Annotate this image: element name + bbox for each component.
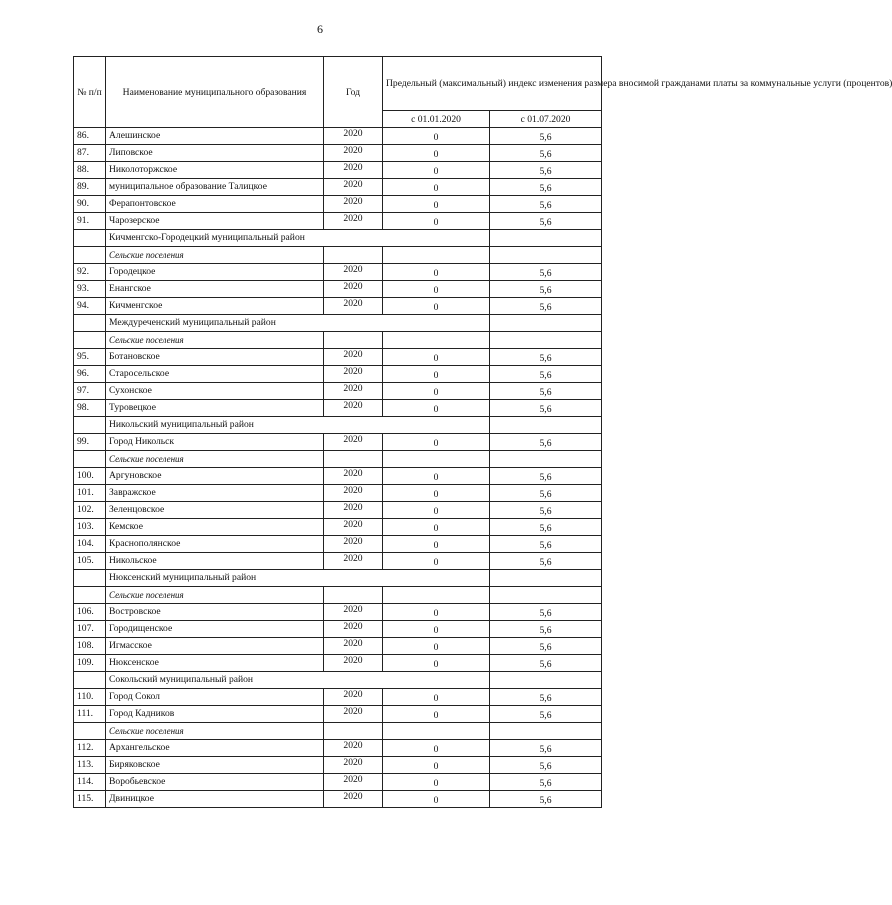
table-row <box>74 774 602 791</box>
row-value-jul: 5,6 <box>490 349 602 366</box>
table-row <box>74 179 602 196</box>
row-year: 2020 <box>324 553 383 570</box>
row-year: 2020 <box>324 179 383 196</box>
row-number: 103. <box>74 519 106 536</box>
row-value-jul: 5,6 <box>490 145 602 162</box>
district-title: Нюксенский муниципальный район <box>106 570 490 587</box>
row-value-jan: 0 <box>383 791 490 808</box>
table-row <box>74 145 602 162</box>
row-value-jan: 0 <box>383 383 490 400</box>
row-value-jan: 0 <box>383 400 490 417</box>
row-value-jan: 0 <box>383 264 490 281</box>
row-name: Алешинское <box>106 128 324 145</box>
row-value-jul: 5,6 <box>490 383 602 400</box>
empty-cell <box>490 723 602 740</box>
table-row <box>74 298 602 315</box>
row-year: 2020 <box>324 791 383 808</box>
row-value-jan: 0 <box>383 196 490 213</box>
row-number: 94. <box>74 298 106 315</box>
table-row <box>74 706 602 723</box>
empty-cell <box>490 451 602 468</box>
row-value-jul: 5,6 <box>490 689 602 706</box>
row-value-jul: 5,6 <box>490 791 602 808</box>
row-number: 96. <box>74 366 106 383</box>
row-name: Сухонское <box>106 383 324 400</box>
row-name: Никольское <box>106 553 324 570</box>
settlements-subtitle: Сельские поселения <box>106 332 324 349</box>
row-year: 2020 <box>324 145 383 162</box>
table-row <box>74 281 602 298</box>
row-number: 89. <box>74 179 106 196</box>
district-title: Никольский муниципальный район <box>106 417 490 434</box>
table-row <box>74 383 602 400</box>
row-number <box>74 451 106 468</box>
empty-cell <box>490 570 602 587</box>
district-title: Сокольский муниципальный район <box>106 672 490 689</box>
table-row <box>74 264 602 281</box>
district-row <box>74 315 602 332</box>
row-year: 2020 <box>324 196 383 213</box>
row-value-jan: 0 <box>383 519 490 536</box>
row-number: 104. <box>74 536 106 553</box>
row-name: Кичменгское <box>106 298 324 315</box>
settlements-row <box>74 587 602 604</box>
row-value-jul: 5,6 <box>490 604 602 621</box>
row-value-jan: 0 <box>383 179 490 196</box>
row-number: 111. <box>74 706 106 723</box>
table-row <box>74 553 602 570</box>
row-value-jan: 0 <box>383 604 490 621</box>
row-number: 112. <box>74 740 106 757</box>
row-number: 109. <box>74 655 106 672</box>
row-value-jan: 0 <box>383 468 490 485</box>
row-number <box>74 570 106 587</box>
row-name: Биряковское <box>106 757 324 774</box>
row-value-jan: 0 <box>383 536 490 553</box>
row-year: 2020 <box>324 468 383 485</box>
settlements-row <box>74 332 602 349</box>
table-row <box>74 366 602 383</box>
row-year: 2020 <box>324 604 383 621</box>
row-number: 106. <box>74 604 106 621</box>
row-value-jan: 0 <box>383 162 490 179</box>
row-value-jul: 5,6 <box>490 536 602 553</box>
district-row <box>74 570 602 587</box>
row-value-jul: 5,6 <box>490 774 602 791</box>
row-name: Николоторжское <box>106 162 324 179</box>
row-number: 101. <box>74 485 106 502</box>
row-name: Завражское <box>106 485 324 502</box>
row-value-jan: 0 <box>383 366 490 383</box>
row-year: 2020 <box>324 655 383 672</box>
row-name: Ферапонтовское <box>106 196 324 213</box>
row-number: 113. <box>74 757 106 774</box>
row-value-jan: 0 <box>383 145 490 162</box>
settlements-subtitle: Сельские поселения <box>106 587 324 604</box>
row-number <box>74 723 106 740</box>
settlements-subtitle: Сельские поселения <box>106 723 324 740</box>
settlements-row <box>74 723 602 740</box>
row-value-jan: 0 <box>383 757 490 774</box>
row-year: 2020 <box>324 621 383 638</box>
row-number: 115. <box>74 791 106 808</box>
header-num: № п/п <box>74 57 106 128</box>
row-number: 91. <box>74 213 106 230</box>
row-value-jul: 5,6 <box>490 264 602 281</box>
row-value-jan: 0 <box>383 706 490 723</box>
row-value-jan: 0 <box>383 434 490 451</box>
table-row <box>74 638 602 655</box>
row-name: Ботановское <box>106 349 324 366</box>
empty-cell <box>324 451 383 468</box>
row-name: Чарозерское <box>106 213 324 230</box>
empty-cell <box>324 723 383 740</box>
row-value-jul: 5,6 <box>490 400 602 417</box>
row-number <box>74 332 106 349</box>
row-value-jan: 0 <box>383 638 490 655</box>
row-number: 107. <box>74 621 106 638</box>
row-value-jan: 0 <box>383 281 490 298</box>
row-number: 105. <box>74 553 106 570</box>
empty-cell <box>324 247 383 264</box>
row-value-jan: 0 <box>383 689 490 706</box>
row-name: Двиницкое <box>106 791 324 808</box>
row-name: Архангельское <box>106 740 324 757</box>
header-index: Предельный (максимальный) индекс изменения размера вносимой гражданами платы за коммунальные услуги (процентов) <box>383 57 602 111</box>
row-year: 2020 <box>324 281 383 298</box>
row-year: 2020 <box>324 349 383 366</box>
header-year: Год <box>324 57 383 128</box>
empty-cell <box>383 332 490 349</box>
row-year: 2020 <box>324 485 383 502</box>
row-number: 95. <box>74 349 106 366</box>
table-row <box>74 128 602 145</box>
row-value-jul: 5,6 <box>490 706 602 723</box>
table-row <box>74 196 602 213</box>
table-row <box>74 434 602 451</box>
row-year: 2020 <box>324 774 383 791</box>
row-value-jul: 5,6 <box>490 655 602 672</box>
row-value-jul: 5,6 <box>490 519 602 536</box>
row-number <box>74 230 106 247</box>
row-year: 2020 <box>324 757 383 774</box>
table-row <box>74 468 602 485</box>
table-row <box>74 162 602 179</box>
row-name: Зеленцовское <box>106 502 324 519</box>
row-value-jul: 5,6 <box>490 179 602 196</box>
row-year: 2020 <box>324 536 383 553</box>
empty-cell <box>490 672 602 689</box>
row-value-jul: 5,6 <box>490 128 602 145</box>
header-name: Наименование муниципального образования <box>106 57 324 128</box>
row-name: Воробьевское <box>106 774 324 791</box>
row-year: 2020 <box>324 519 383 536</box>
table-row <box>74 349 602 366</box>
row-year: 2020 <box>324 383 383 400</box>
row-number <box>74 587 106 604</box>
row-number <box>74 417 106 434</box>
row-value-jul: 5,6 <box>490 434 602 451</box>
row-value-jul: 5,6 <box>490 638 602 655</box>
row-value-jul: 5,6 <box>490 485 602 502</box>
row-number: 88. <box>74 162 106 179</box>
row-value-jan: 0 <box>383 655 490 672</box>
district-title: Кичменгско-Городецкий муниципальный район <box>106 230 490 247</box>
row-year: 2020 <box>324 213 383 230</box>
empty-cell <box>383 723 490 740</box>
row-value-jul: 5,6 <box>490 553 602 570</box>
row-year: 2020 <box>324 434 383 451</box>
table-row <box>74 502 602 519</box>
row-number: 110. <box>74 689 106 706</box>
row-number: 97. <box>74 383 106 400</box>
row-value-jul: 5,6 <box>490 213 602 230</box>
district-row <box>74 230 602 247</box>
table-row <box>74 757 602 774</box>
empty-cell <box>383 451 490 468</box>
row-number: 98. <box>74 400 106 417</box>
row-year: 2020 <box>324 638 383 655</box>
row-name: Старосельское <box>106 366 324 383</box>
table-row <box>74 791 602 808</box>
row-name: Городищенское <box>106 621 324 638</box>
empty-cell <box>383 587 490 604</box>
table-row <box>74 604 602 621</box>
row-name: Липовское <box>106 145 324 162</box>
row-name: Игмасское <box>106 638 324 655</box>
row-value-jul: 5,6 <box>490 502 602 519</box>
district-row <box>74 672 602 689</box>
row-year: 2020 <box>324 689 383 706</box>
row-name: Город Сокол <box>106 689 324 706</box>
table-body <box>74 128 602 808</box>
row-value-jul: 5,6 <box>490 162 602 179</box>
row-name: Город Никольск <box>106 434 324 451</box>
row-number: 100. <box>74 468 106 485</box>
table-row <box>74 485 602 502</box>
row-year: 2020 <box>324 706 383 723</box>
row-number <box>74 672 106 689</box>
row-value-jan: 0 <box>383 621 490 638</box>
table-row <box>74 519 602 536</box>
row-year: 2020 <box>324 502 383 519</box>
row-name: Востровское <box>106 604 324 621</box>
row-year: 2020 <box>324 128 383 145</box>
district-row <box>74 417 602 434</box>
row-number: 90. <box>74 196 106 213</box>
row-name: Туровецкое <box>106 400 324 417</box>
page-number: 6 <box>317 22 323 36</box>
row-name: Город Кадников <box>106 706 324 723</box>
row-number: 93. <box>74 281 106 298</box>
row-value-jul: 5,6 <box>490 621 602 638</box>
row-value-jan: 0 <box>383 553 490 570</box>
row-year: 2020 <box>324 298 383 315</box>
row-value-jul: 5,6 <box>490 740 602 757</box>
header-date-2: с 01.07.2020 <box>490 111 602 128</box>
row-number <box>74 247 106 264</box>
row-number: 102. <box>74 502 106 519</box>
row-name: Кемское <box>106 519 324 536</box>
row-value-jan: 0 <box>383 740 490 757</box>
row-number: 99. <box>74 434 106 451</box>
row-year: 2020 <box>324 162 383 179</box>
empty-cell <box>490 315 602 332</box>
table-row <box>74 740 602 757</box>
row-value-jan: 0 <box>383 485 490 502</box>
row-value-jul: 5,6 <box>490 298 602 315</box>
district-title: Междуреченский муниципальный район <box>106 315 490 332</box>
row-value-jan: 0 <box>383 213 490 230</box>
table-row <box>74 536 602 553</box>
row-name: Краснополянское <box>106 536 324 553</box>
settlements-row <box>74 247 602 264</box>
table-row <box>74 400 602 417</box>
row-year: 2020 <box>324 400 383 417</box>
row-number: 92. <box>74 264 106 281</box>
settlements-subtitle: Сельские поселения <box>106 247 324 264</box>
row-name: Енангское <box>106 281 324 298</box>
row-name: муниципальное образование Талицкое <box>106 179 324 196</box>
row-value-jul: 5,6 <box>490 468 602 485</box>
row-value-jan: 0 <box>383 298 490 315</box>
settlements-row <box>74 451 602 468</box>
settlements-subtitle: Сельские поселения <box>106 451 324 468</box>
row-value-jul: 5,6 <box>490 281 602 298</box>
row-number <box>74 315 106 332</box>
row-name: Нюксенское <box>106 655 324 672</box>
empty-cell <box>324 587 383 604</box>
row-value-jul: 5,6 <box>490 757 602 774</box>
row-name: Городецкое <box>106 264 324 281</box>
row-year: 2020 <box>324 740 383 757</box>
table-row <box>74 213 602 230</box>
row-number: 87. <box>74 145 106 162</box>
empty-cell <box>490 417 602 434</box>
empty-cell <box>383 247 490 264</box>
row-value-jan: 0 <box>383 128 490 145</box>
row-year: 2020 <box>324 366 383 383</box>
empty-cell <box>490 587 602 604</box>
row-number: 86. <box>74 128 106 145</box>
row-value-jan: 0 <box>383 774 490 791</box>
empty-cell <box>324 332 383 349</box>
row-number: 114. <box>74 774 106 791</box>
table-row <box>74 655 602 672</box>
table-row <box>74 689 602 706</box>
header-date-1: с 01.01.2020 <box>383 111 490 128</box>
empty-cell <box>490 230 602 247</box>
row-number: 108. <box>74 638 106 655</box>
tariff-index-table <box>73 56 892 808</box>
empty-cell <box>490 247 602 264</box>
table-row <box>74 621 602 638</box>
row-name: Аргуновское <box>106 468 324 485</box>
empty-cell <box>490 332 602 349</box>
row-value-jul: 5,6 <box>490 196 602 213</box>
row-value-jul: 5,6 <box>490 366 602 383</box>
row-value-jan: 0 <box>383 349 490 366</box>
row-year: 2020 <box>324 264 383 281</box>
row-value-jan: 0 <box>383 502 490 519</box>
